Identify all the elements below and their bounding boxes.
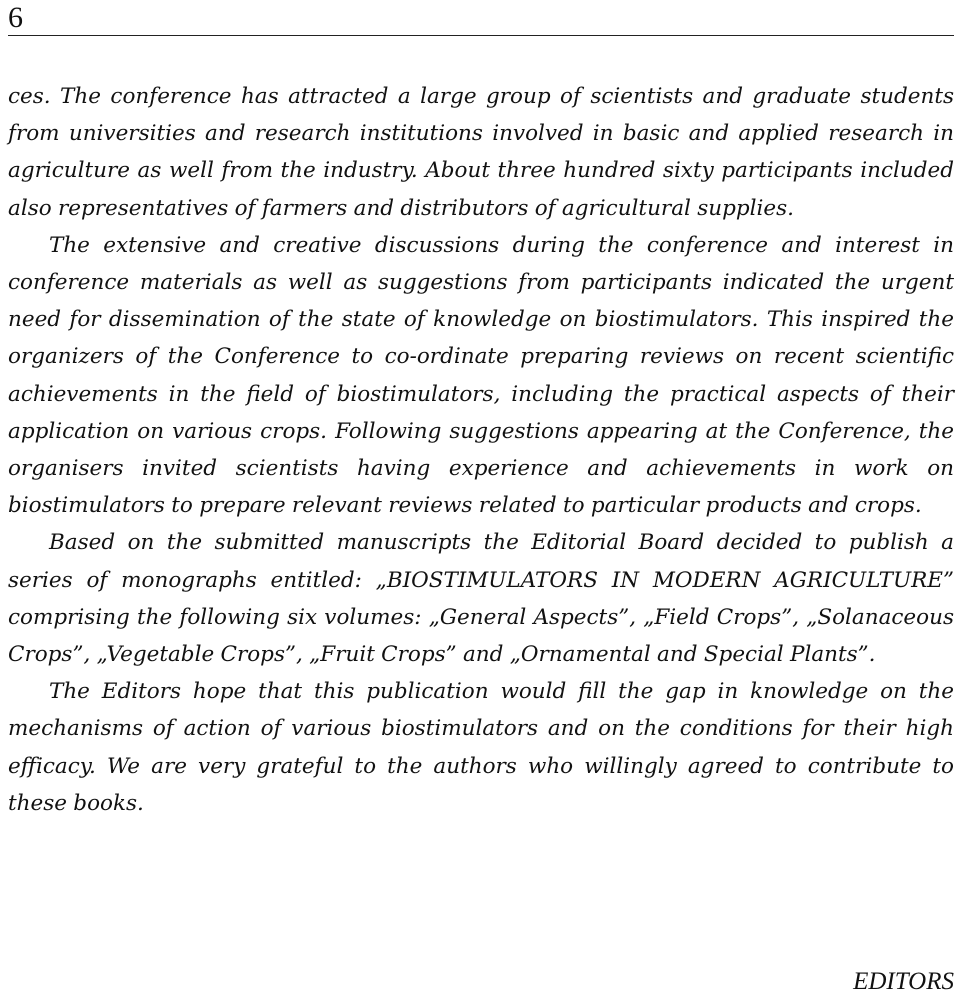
paragraph-continuation: ces. The conference has attracted a large group of scientists and graduate students from universities and research institutions involved in basic and applied research in agriculture as well from the industry. About three hundred sixty participants included also representatives of farmers and distributors of agricultural supplies. bbox=[8, 84, 954, 221]
paragraph-discussions: The extensive and creative discussions during the conference and interest in conference materials as well as suggestions from participants indicated the urgent need for dissemination of the state of knowledge on biostimulators. This inspired the organizers of the Conference to co-ordinate preparing reviews on recent scientific achievements in the field of biostimulators, including the practical aspects of their application on various crops. Following suggestions appearing at the Conference, the organisers invited scientists having experience and achievements in work on biostimulators to prepare relevant reviews related to particular products and crops. bbox=[8, 232, 954, 519]
body-text bbox=[8, 78, 954, 822]
paragraph-gratitude: The Editors hope that this publication would fill the gap in knowledge on the mechanisms of action of various biostimulators and on the conditions for their high efficacy. We are very grateful to the authors who willingly agreed to contribute to these books. bbox=[8, 679, 954, 816]
page-number: 6 bbox=[8, 1, 23, 34]
signature-editors: EDITORS bbox=[853, 968, 954, 995]
paragraph-monographs: Based on the submitted manuscripts the Editorial Board decided to publish a series of monographs entitled: „BIOSTIMULATORS IN MODERN AGRICULTURE” comprising the following six volumes: „General Aspects”, „Field Crops”, „Solanaceous Crops”, „Vegetable Crops”, „Fruit Crops” and „Ornamental and Special Plants”. bbox=[8, 530, 954, 668]
header-rule bbox=[8, 35, 954, 36]
